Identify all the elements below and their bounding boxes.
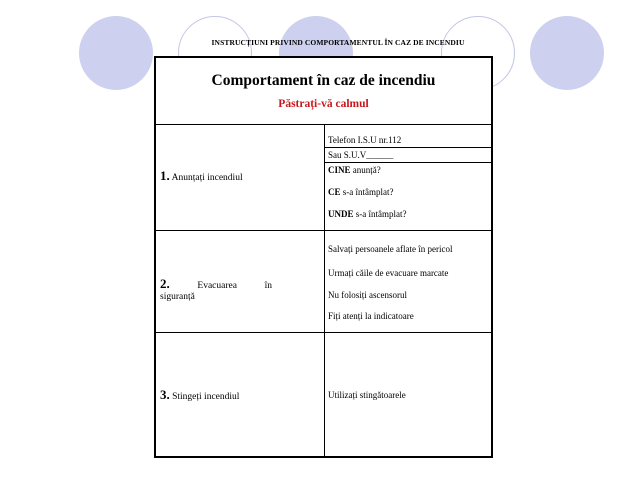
step-2-word-2: în — [264, 281, 272, 291]
step-3-label — [160, 387, 239, 403]
step-2-detail-3: Nu folosiți ascensorul — [328, 290, 407, 300]
step-2-label — [160, 276, 272, 302]
step-2-detail-1: Salvați persoanele aflate în pericol — [328, 244, 453, 254]
step-1-number: 1. — [160, 168, 170, 183]
step-3-detail-1: Utilizați stingătoarele — [328, 390, 406, 400]
document-subtitle: Păstrați-vă calmul — [278, 98, 369, 110]
step-1-phone: Telefon I.S.U nr.112 — [328, 135, 402, 145]
step-2-label-line2: siguranță — [160, 292, 195, 302]
step-1-ce — [328, 187, 394, 197]
instruction-document — [154, 56, 493, 458]
step-2-detail-2: Urmați căile de evacuare marcate — [328, 268, 449, 278]
unde-rest: s-a întâmplat? — [353, 209, 407, 219]
cine-keyword: CINE — [328, 165, 351, 175]
step-2-number: 2. — [160, 276, 170, 291]
decor-circle-1 — [79, 16, 153, 90]
cine-rest: anunță? — [350, 165, 381, 175]
phone-underline — [324, 147, 493, 148]
step-1-text: Anunțați incendiul — [171, 173, 243, 183]
step-1-label — [160, 168, 243, 184]
decor-circle-5 — [530, 16, 604, 90]
step-1-alt: Sau S.U.V______ — [328, 150, 394, 160]
document-title: Comportament în caz de incendiu — [211, 72, 436, 89]
step-1-unde — [328, 209, 407, 219]
step-3-number: 3. — [160, 387, 170, 402]
column-divider — [324, 124, 325, 458]
alt-underline — [324, 162, 493, 163]
step-2-word-1: Evacuarea — [197, 281, 237, 291]
slide-header: INSTRUCȚIUNI PRIVIND COMPORTAMENTUL ÎN CAZ DE INCENDIU — [211, 38, 465, 47]
ce-rest: s-a întâmplat? — [340, 187, 394, 197]
unde-keyword: UNDE — [328, 209, 354, 219]
step-2-label-line1 — [160, 276, 272, 292]
ce-keyword: CE — [328, 187, 341, 197]
step-3-text: Stingeți incendiul — [172, 392, 240, 402]
step-1-cine — [328, 165, 381, 175]
step-2-detail-4: Fiți atenți la indicatoare — [328, 311, 414, 321]
